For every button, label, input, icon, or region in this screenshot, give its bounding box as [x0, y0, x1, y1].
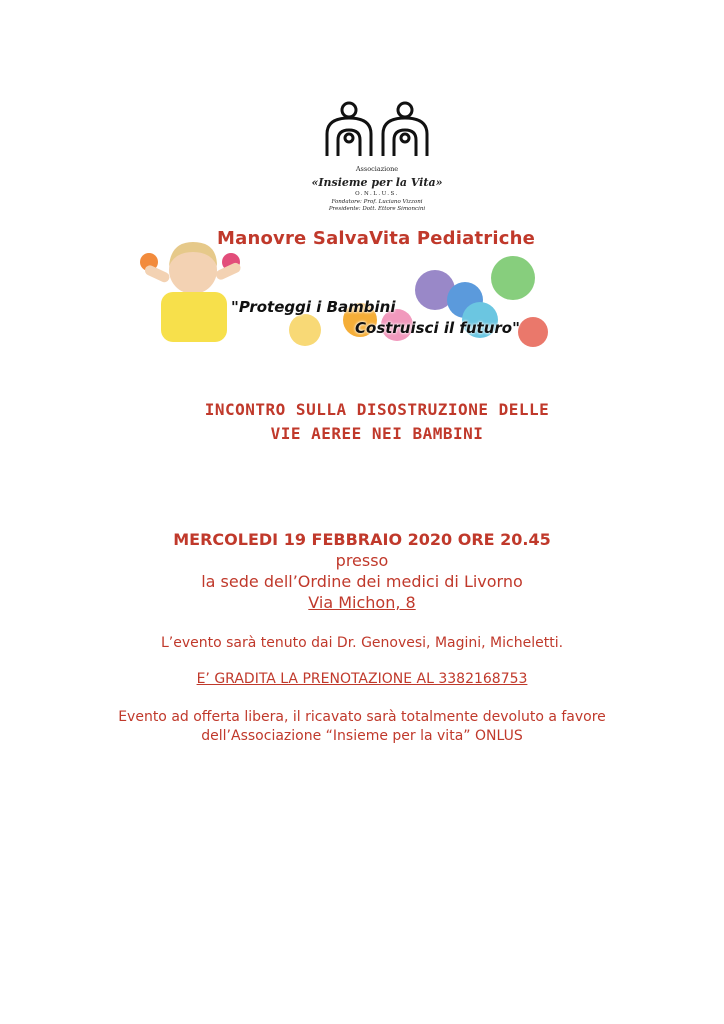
association-logo-icon	[321, 98, 433, 160]
child-shirt	[161, 292, 227, 342]
event-venue: la sede dell’Ordine dei medici di Livorno	[201, 572, 523, 591]
booking-phone: E’ GRADITA LA PRENOTAZIONE AL 3382168753	[196, 671, 528, 687]
event-presso: presso	[335, 551, 389, 570]
president-line: Presidente: Dott. Ettore Simoncini	[328, 206, 426, 212]
offer-line-1: Evento ad offerta libera, il ricavato sarà totalmente devoluto a favore	[118, 709, 606, 725]
incontro-line-2: VIE AEREE NEI BAMBINI	[270, 424, 484, 443]
slogan-line-1: "Proteggi i Bambini	[231, 298, 396, 316]
event-speakers: L’evento sarà tenuto dai Dr. Genovesi, Magini, Micheletti.	[160, 635, 564, 651]
event-address: Via Michon, 8	[308, 593, 416, 612]
hand-red	[518, 317, 548, 347]
event-date: MERCOLEDI 19 FEBBRAIO 2020 ORE 20.45	[173, 530, 551, 549]
offer-line-2: dell’Associazione “Insieme per la vita” ONLUS	[201, 728, 523, 744]
flyer-image	[135, 70, 619, 465]
founder-line: Fondatore: Prof. Luciano Vizzoni	[331, 199, 423, 205]
association-onlus: O.N.L.U.S.	[355, 191, 399, 197]
association-name: «Insieme per la Vita»	[311, 176, 443, 189]
slogan-line-2: Costruisci il futuro"	[355, 319, 520, 337]
hand-green	[491, 256, 535, 300]
association-label: Associazione	[355, 165, 399, 173]
incontro-line-1: INCONTRO SULLA DISOSTRUZIONE DELLE	[204, 400, 550, 419]
hand-yellow	[289, 314, 321, 346]
banner-title: Manovre SalvaVita Pediatriche	[217, 228, 536, 249]
